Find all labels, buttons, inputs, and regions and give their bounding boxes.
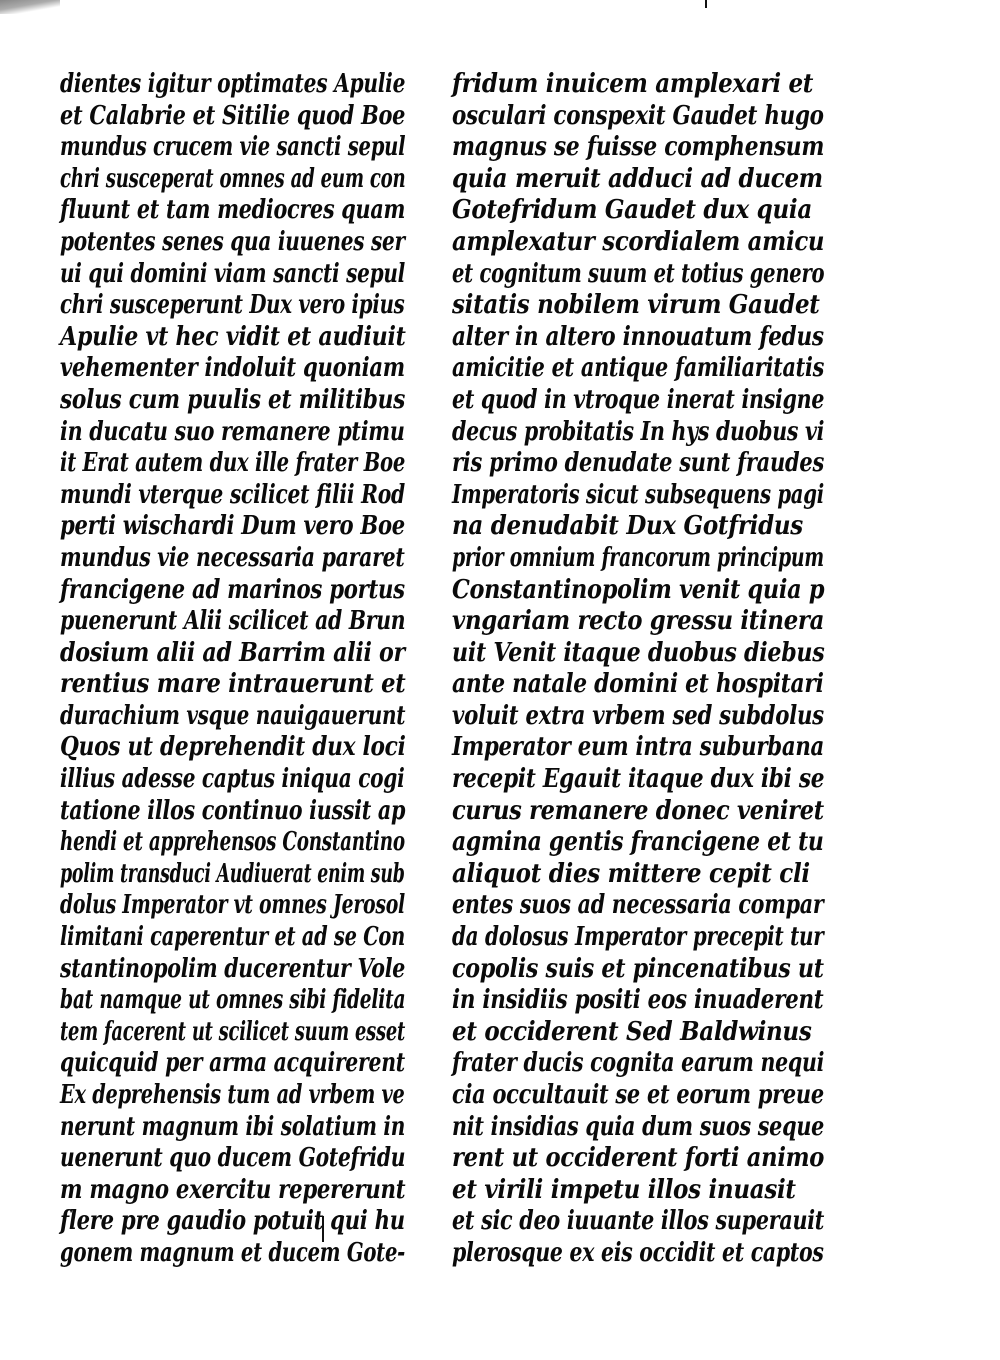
manuscript-line: et quod in vtroque inerat insigne — [452, 384, 825, 415]
manuscript-line: nit insidias quia dum suos seque — [452, 1110, 825, 1142]
manuscript-line: chri susceperat omnes ad eum con — [60, 163, 406, 194]
manuscript-line: ante natale domini et hospitari — [452, 668, 824, 699]
manuscript-line: da dolosus Imperator precepit tur — [452, 921, 824, 952]
manuscript-line: aliquot dies mittere cepit cli — [452, 858, 810, 889]
manuscript-line: potentes senes qua iuuenes ser — [60, 226, 405, 257]
manuscript-line: rent ut occiderent forti animo — [452, 1142, 825, 1173]
left-text-column — [60, 68, 405, 1269]
manuscript-line: fluunt et tam mediocres quam — [60, 194, 406, 225]
manuscript-line: uenerunt quo ducem Gotefridu — [60, 1142, 406, 1173]
manuscript-line: Quos ut deprehendit dux loci — [60, 731, 406, 763]
manuscript-line: quicquid per arma acquirerent — [60, 1047, 405, 1078]
manuscript-line: rentius mare intrauerunt et — [60, 668, 406, 699]
manuscript-line: magnus se fuisse comphensum — [452, 131, 825, 162]
manuscript-line: amicitie et antique familiaritatis — [452, 352, 825, 383]
manuscript-line: recepit Egauit itaque dux ibi se — [452, 763, 825, 794]
manuscript-line: chri susceperunt Dux vero ipius — [60, 289, 405, 320]
manuscript-line: flere pre gaudio potuit qui hu — [60, 1205, 405, 1236]
manuscript-line: mundus crucem vie sancti sepul — [60, 131, 406, 162]
manuscript-line: prior omnium francorum principum — [452, 542, 824, 573]
manuscript-line: in insidiis positi eos inuaderent — [452, 984, 824, 1015]
manuscript-line: et virili impetu illos inuasit — [452, 1174, 796, 1205]
manuscript-line: illius adesse captus iniqua cogi — [60, 763, 405, 794]
manuscript-line: Gotefridum Gaudet dux quia — [452, 194, 812, 225]
manuscript-line: francigene ad marinos portus — [60, 573, 405, 605]
manuscript-line: it Erat autem dux ille frater Boe — [60, 447, 406, 478]
manuscript-line: in ducatu suo remanere ptimu — [60, 415, 405, 447]
scan-edge-shadow — [0, 0, 60, 14]
manuscript-line: dolus Imperator vt omnes Jerosol — [60, 889, 405, 921]
manuscript-line: alter in altero innouatum fedus — [452, 321, 824, 352]
manuscript-line: entes suos ad necessaria compar — [452, 889, 824, 921]
manuscript-line: sitatis nobilem virum Gaudet — [452, 289, 820, 320]
manuscript-line: Imperatoris sicut subsequens pagi — [452, 479, 824, 510]
manuscript-line: m magno exercitu repererunt — [60, 1174, 406, 1205]
manuscript-line: decus probitatis In hys duobus vi — [452, 415, 825, 447]
manuscript-line: uit Venit itaque duobus diebus — [452, 637, 825, 668]
manuscript-line: osculari conspexit Gaudet hugo — [452, 99, 824, 131]
manuscript-line: et Calabrie et Sitilie quod Boe — [60, 99, 406, 131]
manuscript-line: mundi vterque scilicet filii Rod — [60, 479, 405, 510]
manuscript-line: et sic deo iuuante illos superauit — [452, 1205, 825, 1236]
manuscript-line: fridum inuicem amplexari et — [452, 68, 814, 99]
manuscript-line: Apulie vt hec vidit et audiuit — [60, 321, 406, 352]
manuscript-line: solus cum puulis et militibus — [60, 384, 406, 415]
manuscript-line: gonem magnum et ducem Gote- — [60, 1237, 406, 1268]
manuscript-line: perti wischardi Dum vero Boe — [60, 510, 405, 541]
top-margin-mark — [705, 0, 707, 8]
right-text-column — [452, 68, 824, 1269]
manuscript-line: limitani caperentur et ad se Con — [60, 921, 405, 952]
manuscript-line: ris primo denudate sunt fraudes — [452, 447, 824, 478]
manuscript-line: dosium alii ad Barrim alii or — [60, 637, 405, 668]
manuscript-line: copolis suis et pincenatibus ut — [452, 952, 824, 984]
manuscript-line: durachium vsque nauigauerunt — [60, 700, 406, 731]
manuscript-line: na denudabit Dux Gotfridus — [452, 510, 803, 541]
manuscript-line: dientes igitur optimates Apulie — [60, 68, 406, 99]
manuscript-line: Ex deprehensis tum ad vrbem ve — [60, 1079, 405, 1110]
manuscript-line: tatione illos continuo iussit ap — [60, 795, 406, 826]
manuscript-line: Constantinopolim venit quia p — [452, 573, 825, 605]
manuscript-line: vehementer indoluit quoniam — [60, 352, 405, 383]
manuscript-line: hendi et apprehensos Constantino — [60, 826, 405, 857]
manuscript-line: plerosque ex eis occidit et captos — [452, 1237, 824, 1268]
manuscript-line: nerunt magnum ibi solatium in — [60, 1110, 406, 1142]
manuscript-line: polim transduci Audiuerat enim sub — [60, 858, 405, 889]
manuscript-line: agmina gentis francigene et tu — [452, 826, 824, 857]
manuscript-line: voluit extra vrbem sed subdolus — [452, 700, 824, 731]
manuscript-line: bat namque ut omnes sibi fidelita — [60, 984, 406, 1015]
manuscript-line: cia occultauit se et eorum preue — [452, 1079, 824, 1110]
manuscript-line: Imperator eum intra suburbana — [452, 731, 825, 763]
manuscript-line: ui qui domini viam sancti sepul — [60, 257, 406, 289]
manuscript-line: tem facerent ut scilicet suum esset — [60, 1016, 406, 1047]
manuscript-line: puenerunt Alii scilicet ad Brun — [60, 605, 406, 636]
manuscript-line: et occiderent Sed Baldwinus — [452, 1016, 812, 1047]
manuscript-line: frater ducis cognita earum nequi — [452, 1047, 825, 1078]
manuscript-line: stantinopolim ducerentur Vole — [60, 952, 406, 984]
manuscript-line: quia meruit adduci ad ducem — [452, 163, 823, 194]
manuscript-line: curus remanere donec veniret — [452, 795, 824, 826]
manuscript-line: amplexatur scordialem amicu — [452, 226, 825, 257]
manuscript-line: et cognitum suum et totius genero — [452, 257, 825, 289]
manuscript-line: mundus vie necessaria pararet — [60, 542, 405, 573]
manuscript-line: vngariam recto gressu itinera — [452, 605, 825, 636]
